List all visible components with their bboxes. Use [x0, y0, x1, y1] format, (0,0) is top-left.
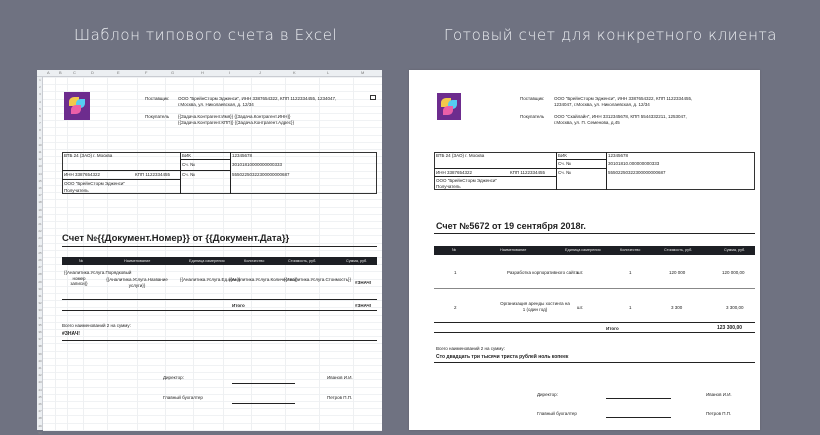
bik-label: БИК [182, 153, 191, 158]
row-number: 49 [38, 423, 42, 428]
row-number: 12 [38, 157, 42, 162]
logo-leaf-pink [71, 105, 81, 114]
invoice-title: Счет №5672 от 19 сентября 2018г. [436, 221, 586, 231]
row-qty: 1 [629, 305, 632, 310]
row-number: 39 [38, 351, 42, 356]
director-signature-line [232, 383, 295, 384]
total-row-border [62, 310, 377, 311]
row-qty-placeholder: {{Аналитика.Услуга.Количество}} [229, 277, 298, 282]
director-name: Иванов И.И. [327, 375, 353, 380]
row-number: 42 [38, 373, 42, 378]
recipient-label: Получатель [64, 188, 89, 193]
row-number: 27 [38, 265, 42, 270]
bik-value: 12345678 [232, 153, 253, 158]
row-number: 7 [39, 121, 41, 126]
director-label: Директор: [163, 375, 184, 380]
accountant-label: Главный бухгалтер [163, 395, 203, 400]
account-value-2: 55502250322300000000687 [608, 170, 666, 175]
accountant-name: Петров П.П. [706, 411, 732, 416]
table-header-row [62, 257, 377, 265]
bank-name: ВТБ 24 (ЗАО) г. Москва [436, 153, 485, 158]
gridline-row [43, 77, 382, 78]
total-label: Итого [606, 326, 619, 331]
row-price: 120 000 [669, 270, 686, 275]
row-price-placeholder: {{Аналитика.Услуга.Стоимость}} [284, 277, 352, 282]
inn: ИНН 3387654322 [64, 172, 101, 177]
row-number: 3 [39, 92, 41, 97]
bank-hline-3 [180, 159, 230, 160]
account-value-1: 30101810.000000000333 [608, 161, 660, 166]
row-name: Организация аренды хостинга на 1 (один год) [500, 301, 570, 312]
account-label-2: Сч. № [558, 170, 571, 175]
director-name: Иванов И.И. [706, 392, 732, 397]
supplier-value-line-2: г.Москва, ул. Николаевская, д. 12/34 [178, 102, 254, 107]
column-header-bar [37, 70, 382, 77]
row-number: 19 [38, 207, 42, 212]
bank-hline-4 [180, 170, 230, 171]
items-count-text: Всего наименований 2 на сумму: [62, 323, 131, 328]
row-number: 16 [38, 186, 42, 190]
row-number: 33 [38, 308, 42, 313]
gridline-row [43, 250, 382, 251]
gridline-col [285, 77, 286, 430]
gridline-row [43, 228, 382, 229]
recipient-org: ООО "БрейнСторм Эдженси" [64, 181, 125, 186]
title-underline [62, 246, 377, 247]
gridline-row [43, 199, 382, 200]
row-number: 44 [38, 387, 42, 392]
supplier-value-line-1: ООО "БрейнСторм Эдженси", ИНН 3387654322, КПП 1122334455, [554, 96, 693, 101]
recipient-label: Получатель [436, 184, 461, 189]
excel-template-sheet [37, 70, 382, 435]
gridline-row [43, 127, 382, 128]
gridline-row [43, 307, 382, 308]
title-underline [434, 233, 755, 234]
row-number: 48 [38, 416, 42, 421]
col-letter: B [59, 70, 62, 75]
th-unit: Единица измерения [565, 248, 601, 252]
director-label: Директор: [537, 392, 558, 397]
row-number: 24 [38, 243, 42, 248]
bank-hline-1 [434, 168, 556, 169]
col-letter: J [259, 70, 261, 75]
row-number: 31 [38, 294, 42, 298]
row-number: 21 [38, 222, 42, 226]
gridline-col [67, 77, 68, 430]
bank-name: ВТБ 24 (ЗАО) г. Москва [64, 153, 113, 158]
sum-in-words: Сто двадцать три тысячи триста рублей ноль копеек [436, 354, 569, 360]
row-number: 29 [38, 279, 42, 284]
th-name: Наименование [124, 259, 151, 263]
row-number: 20 [38, 214, 42, 219]
gridline-row [43, 135, 382, 136]
accountant-signature-line [232, 403, 295, 404]
gridline-row [43, 415, 382, 416]
supplier-value-line-1: ООО "БрейнСторм Эдженси", ИНН 3387654322, КПП 1122334455, 1234047, [178, 96, 337, 101]
gridline-row [43, 336, 382, 337]
gridline-row [43, 149, 382, 150]
th-price: Стоимость, руб. [288, 259, 317, 263]
table-bottom-border [434, 322, 755, 323]
row-number: 37 [38, 337, 42, 342]
bank-divider-2 [230, 152, 231, 194]
items-count-text: Всего наименований 2 на сумму: [436, 346, 505, 351]
gridline-row [43, 372, 382, 373]
kpp: КПП 1122334455 [510, 170, 546, 175]
buyer-label: Покупатель [145, 114, 170, 119]
row-unit: шт. [577, 305, 584, 310]
sum-underline [434, 362, 755, 363]
gridline-row [43, 401, 382, 402]
gridline-col [251, 77, 252, 430]
gridline-col [353, 77, 354, 430]
total-label: Итого [232, 303, 245, 308]
buyer-value-line-1: ООО "Скайлайн", ИНН 3312345678, КПП 5544332211, 1253047, [554, 114, 687, 119]
company-logo [64, 92, 90, 120]
gridline-col [83, 77, 84, 430]
accountant-signature-line [606, 417, 671, 418]
row-number: 23 [38, 236, 42, 241]
bank-hline-1 [62, 170, 180, 171]
gridline-row [43, 221, 382, 222]
gridline-row [43, 358, 382, 359]
bik-label: БИК [558, 153, 567, 158]
gridline-row [43, 329, 382, 330]
th-price: Стоимость, руб. [664, 248, 693, 252]
bank-divider-1 [556, 152, 557, 190]
th-num: № [79, 259, 84, 263]
row-number: 41 [38, 366, 42, 370]
row-number: 40 [38, 358, 42, 363]
gridline-row [43, 351, 382, 352]
col-letter: I [229, 70, 231, 75]
row-number: 2 [39, 85, 41, 90]
gridline-row [43, 408, 382, 409]
row-sum: 3 300,00 [726, 305, 744, 310]
gridline-row [43, 84, 382, 85]
th-qty: Количество [244, 259, 265, 263]
account-label-1: Сч. № [182, 162, 195, 167]
th-num: № [452, 248, 457, 252]
gridline-col [55, 77, 56, 430]
bank-hline-2 [434, 176, 556, 177]
row-name-placeholder: {{Аналитика.Услуга.Название услуги}} [106, 277, 168, 288]
col-letter: D [91, 70, 94, 75]
row-number: 36 [38, 330, 42, 334]
row-header-bar [37, 77, 43, 435]
dropdown-cell[interactable] [370, 95, 376, 100]
th-sum: Сумма, руб. [346, 259, 368, 263]
row-number: 18 [38, 200, 42, 205]
col-letter: K [293, 70, 296, 75]
supplier-value-line-2: 1234047, г.Москва, ул. Николаевская, д. 12/34 [554, 102, 650, 107]
row-separator [434, 288, 755, 289]
row-number: 10 [38, 142, 42, 147]
row-number: 46 [38, 402, 42, 406]
row-number: 15 [38, 178, 42, 183]
row-num: 1 [454, 270, 457, 275]
th-name: Наименование [500, 248, 527, 252]
col-letter: A [47, 70, 50, 75]
row-price: 3 300 [671, 305, 683, 310]
caption-ready-invoice: Готовый счет для конкретного клиента [444, 26, 778, 44]
col-letter: L [327, 70, 330, 75]
gridline-row [43, 365, 382, 366]
row-num: 2 [454, 305, 457, 310]
total-value: 123 300,00 [717, 325, 743, 331]
row-number: 38 [38, 344, 42, 349]
inn: ИНН 3387654322 [436, 170, 473, 175]
col-letter: M [361, 70, 365, 75]
row-number: 35 [38, 322, 42, 327]
total-error: #ЗНАЧ! [355, 303, 372, 308]
row-unit-placeholder: {{Аналитика.Услуга.Ед.изм.}} [180, 277, 241, 282]
buyer-label: Покупатель [520, 114, 545, 119]
th-unit: Единица измерения [189, 259, 225, 263]
sum-in-words-error: #ЗНАЧ! [62, 331, 80, 337]
row-number: 5 [39, 106, 41, 111]
bank-hline-2 [62, 179, 180, 180]
row-number: 4 [39, 99, 41, 104]
gridline-row [43, 423, 382, 424]
row-number: 50 [38, 430, 42, 435]
row-qty: 1 [629, 270, 632, 275]
account-value-2: 55502250322300000000687 [232, 172, 290, 177]
recipient-org: ООО "БрейнСторм Эдженси" [436, 178, 497, 183]
gridline-row [43, 300, 382, 301]
row-number: 45 [38, 394, 42, 399]
row-number: 34 [38, 315, 42, 320]
invoice-title: Счет №{{Документ.Номер}} от {{Документ.Дата}} [62, 233, 290, 244]
gridline-row [43, 293, 382, 294]
gridline-col [223, 77, 224, 430]
gridline-col [319, 77, 320, 430]
bank-hline-3 [556, 159, 606, 160]
col-letter: E [117, 70, 120, 75]
row-number: 11 [38, 150, 42, 154]
gridline-row [43, 91, 382, 92]
col-letter: C [73, 70, 76, 75]
col-letter: G [171, 70, 175, 75]
row-number: 30 [38, 286, 42, 291]
gridline-row [43, 214, 382, 215]
row-number: 6 [39, 114, 41, 118]
total-row-border [434, 332, 755, 333]
th-qty: Количество [620, 248, 641, 252]
row-number: 47 [38, 409, 42, 414]
row-num-placeholder: {{Аналитика.Услуга.Порядковый номер записи}} [64, 270, 132, 286]
bank-divider-2 [606, 152, 607, 190]
row-number: 1 [39, 78, 41, 82]
row-sum: 120 000,00 [722, 270, 745, 275]
row-unit: шт. [577, 270, 584, 275]
accountant-name: Петров П.П. [327, 395, 353, 400]
row-number: 14 [38, 171, 42, 176]
gridline-col [193, 77, 194, 430]
table-header-row [434, 246, 755, 255]
row-number: 25 [38, 250, 42, 255]
row-number: 32 [38, 301, 42, 306]
th-sum: Сумма, руб. [724, 248, 746, 252]
account-value-1: 30101810000000000333 [232, 162, 283, 167]
buyer-value-line-2: {{Задача.Контрагент.КПП}} {{Задача.Контрагент.Адрес}} [178, 120, 294, 125]
gridline-row [43, 387, 382, 388]
row-number: 43 [38, 380, 42, 385]
row-number: 17 [38, 193, 42, 198]
logo-leaf-pink [443, 106, 453, 115]
buyer-value-line-1: {{Задача.Контрагент.Имя}} {{Задача.Контрагент.ИНН}} [178, 114, 291, 119]
gridline-row [43, 430, 382, 431]
buyer-value-line-2: г.Москва, ул. П. Семенова, д.45 [554, 120, 620, 125]
supplier-label: Поставщик: [145, 96, 170, 101]
sum-underline [62, 340, 377, 341]
row-number: 28 [38, 272, 42, 277]
account-label-2: Сч. № [182, 172, 195, 177]
kpp: КПП 1122334455 [135, 172, 171, 177]
row-number: 8 [39, 128, 41, 133]
gridline-row [43, 343, 382, 344]
row-number: 13 [38, 164, 42, 169]
bank-hline-4 [556, 168, 606, 169]
row-name: Разработка корпоративного сайта [507, 270, 579, 275]
gridline-row [43, 207, 382, 208]
bik-value: 12345678 [608, 153, 629, 158]
row-number: 26 [38, 258, 42, 262]
account-label-1: Сч. № [558, 161, 571, 166]
row-number: 22 [38, 229, 42, 234]
table-row-border [62, 299, 377, 300]
accountant-label: Главный бухгалтер [537, 411, 577, 416]
row-number: 9 [39, 135, 41, 140]
ready-invoice-document [409, 70, 760, 430]
col-letter: H [201, 70, 204, 75]
gridline-row [43, 315, 382, 316]
gridline-col [137, 77, 138, 430]
row-sum-error: #ЗНАЧ! [355, 280, 372, 285]
director-signature-line [606, 398, 671, 399]
company-logo [437, 93, 461, 120]
gridline-col [107, 77, 108, 430]
supplier-label: Поставщик: [520, 96, 545, 101]
gridline-row [43, 142, 382, 143]
caption-excel-template: Шаблон типового счета в Excel [74, 26, 338, 44]
col-letter: F [145, 70, 148, 75]
